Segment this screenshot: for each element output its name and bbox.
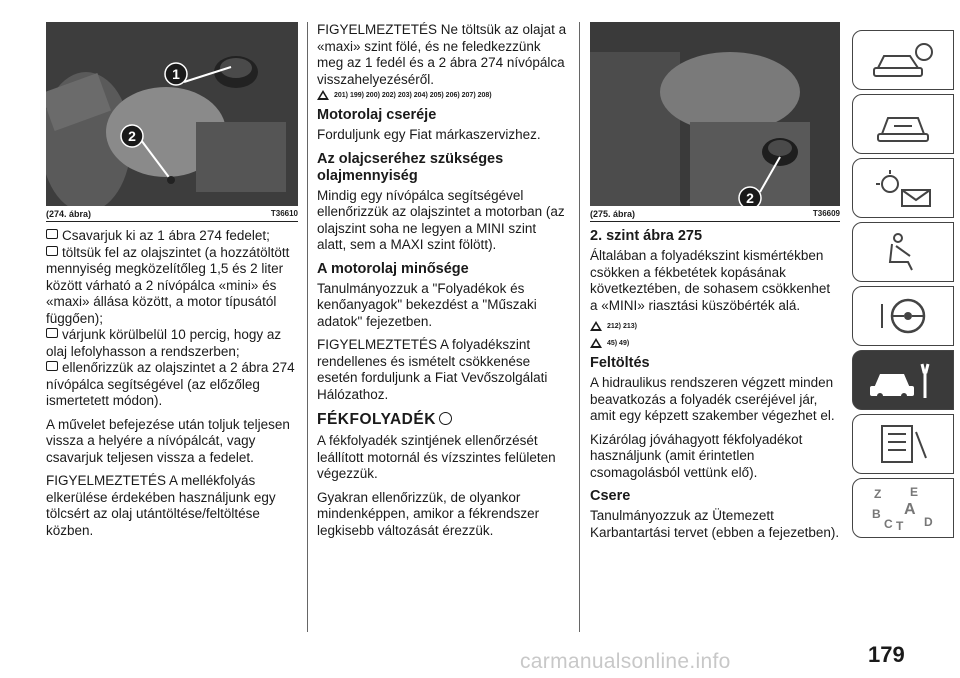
engine-illustration: [46, 22, 298, 206]
paragraph: Általában a folyadékszint kismértékben csökken a fékbetétek kopásának következtében, de sohasem csökkenhet a «MINI» riasztási küszöbérték alá.: [590, 248, 831, 313]
tab-index[interactable]: [852, 478, 954, 538]
lights-envelope-icon: [868, 166, 938, 210]
tab-car-info[interactable]: [852, 30, 954, 90]
column-left: [46, 22, 298, 546]
tab-safety[interactable]: [852, 222, 954, 282]
paragraph: Mindig egy nívópálca segítségével ellenőrizzük az olajszintet a motorban (az olajszint soha ne legyen a MINI szint alatt, sem a MAXI szint fölött).: [317, 187, 565, 252]
checkbox-bullet-icon: [46, 229, 58, 239]
engine-photo-275: [590, 22, 840, 206]
callout-2: 2: [128, 128, 136, 144]
bullet-item: Csavarjuk ki az 1 ábra 274 fedelet;: [46, 228, 298, 245]
paragraph: A fékfolyadék szintjének ellenőrzését leállított motornál és vízszintes felületen végezzük.: [317, 433, 556, 481]
paragraph: Tanulmányozzuk az Ütemezett Karbantartási tervet (ebben a fejezetben).: [590, 508, 840, 540]
heading-change: Csere: [590, 488, 631, 504]
watermark: carmanualsonline.info: [520, 650, 731, 673]
bullet-item: ellenőrizzük az olajszintet a 2 ábra 274 nívópálca segítségével (az előzőleg ismertetett módon).: [46, 360, 295, 408]
figure-caption: [590, 206, 840, 222]
airbag-seat-icon: [868, 230, 938, 274]
heading-level: 2. szint ábra 275: [590, 228, 703, 244]
paragraph: A művelet befejezése után toljuk teljesen vissza a helyére a nívópálcát, vagy csavarjuk teljesen vissza a fedelet.: [46, 416, 290, 465]
warning-triangle-icon: [317, 90, 329, 100]
car-info-icon: [868, 38, 938, 82]
checkbox-bullet-icon: [46, 328, 58, 338]
car-dashboard-icon: [868, 102, 938, 146]
warning-triangle-icon: [590, 321, 602, 331]
brake-fluid-icon: [439, 412, 452, 425]
warning-paragraph: FIGYELMEZTETÉS A mellékfolyás elkerülése érdekében használjunk egy tölcsért az olaj utántöltése/feltöltése közben.: [46, 473, 276, 538]
alphabet-index-icon: [868, 484, 938, 532]
warning-paragraph: FIGYELMEZTETÉS Ne töltsük az olajat a «maxi» szint fölé, és ne feledkezzünk meg az 1 fedél és a 2 ábra 274 nívópálca visszahelyezéséről.: [317, 22, 567, 87]
caption-code: T36610: [270, 209, 298, 218]
bullet-item: várjunk körülbelül 10 percig, hogy az olaj lefolyhasson a rendszerben;: [46, 327, 282, 359]
bullet-item: töltsük fel az olajszintet (a hozzátöltött mennyiség megközelítőleg 1,5 és 2 liter között várható a 2 nívópálca «mini» és «maxi» állása között, a motor típusától függően);: [46, 244, 290, 326]
warning-references: 45) 49): [590, 338, 840, 348]
document-list-icon: [868, 422, 938, 466]
heading-fill: Feltöltés: [590, 355, 650, 371]
checkbox-bullet-icon: [46, 361, 58, 371]
heading-oil-change: Motorolaj cseréje: [317, 107, 437, 123]
warning-references: 212) 213): [590, 321, 840, 331]
caption-code: T36609: [812, 209, 840, 218]
svg-text:C: C: [884, 517, 893, 531]
heading-oil-quality: A motorolaj minősége: [317, 260, 469, 277]
svg-text:D: D: [924, 515, 933, 529]
column-right: [590, 22, 840, 548]
svg-text:A: A: [904, 501, 916, 518]
checkbox-bullet-icon: [46, 246, 58, 256]
caption-label: (274. ábra): [46, 209, 92, 219]
steering-wheel-icon: [868, 294, 938, 338]
warning-references: 201) 199) 200) 202) 203) 204) 205) 206) 207) 208): [317, 90, 567, 100]
brake-reservoir-illustration: [590, 22, 840, 206]
tab-lights[interactable]: [852, 158, 954, 218]
column-divider: [579, 22, 580, 632]
tab-maintenance[interactable]: [852, 350, 954, 410]
paragraph: Forduljunk egy Fiat márkaszervizhez.: [317, 127, 541, 142]
tab-driving[interactable]: [852, 286, 954, 346]
figure-caption: [46, 206, 298, 222]
paragraph: Gyakran ellenőrizzük, de olyankor mindenképpen, amikor a fékrendszer legkisebb változását érezzük.: [317, 489, 540, 538]
caption-label: (275. ábra): [590, 209, 636, 219]
car-wrench-icon: [868, 358, 938, 402]
column-divider: [307, 22, 308, 632]
tab-dashboard[interactable]: [852, 94, 954, 154]
engine-photo-274: [46, 22, 298, 206]
svg-text:B: B: [872, 507, 881, 521]
svg-text:E: E: [910, 485, 919, 499]
warning-paragraph: FIGYELMEZTETÉS A folyadékszint rendellenes és ismételt csökkenése esetén forduljunk a Fiat Vevőszolgálati Hálózathoz.: [317, 337, 548, 402]
column-middle: [317, 22, 567, 546]
chapter-tabs: [852, 30, 952, 542]
svg-text:Z: Z: [874, 487, 882, 501]
page-number: 179: [868, 642, 905, 667]
heading-brake-fluid: FÉKFOLYADÉK: [317, 411, 567, 429]
heading-oil-quantity: Az olajcseréhez szükséges olajmennyiség: [317, 150, 504, 184]
svg-text:T: T: [896, 519, 904, 532]
paragraph: Tanulmányozzuk a "Folyadékok és kenőanyagok" bekezdést a "Műszaki adatok" fejezetben.: [317, 280, 537, 329]
paragraph: A hidraulikus rendszeren végzett minden beavatkozás a folyadék cseréjével jár, amit egy képzett szakember végezhet el.: [590, 375, 835, 423]
tab-technical-data[interactable]: [852, 414, 954, 474]
paragraph: Kizárólag jóváhagyott fékfolyadékot használjunk (amit érintetlen csomagolásból vettünk elő).: [590, 431, 803, 480]
warning-triangle-icon: [590, 338, 602, 348]
callout-2: 2: [746, 190, 754, 206]
callout-1: 1: [172, 66, 180, 82]
